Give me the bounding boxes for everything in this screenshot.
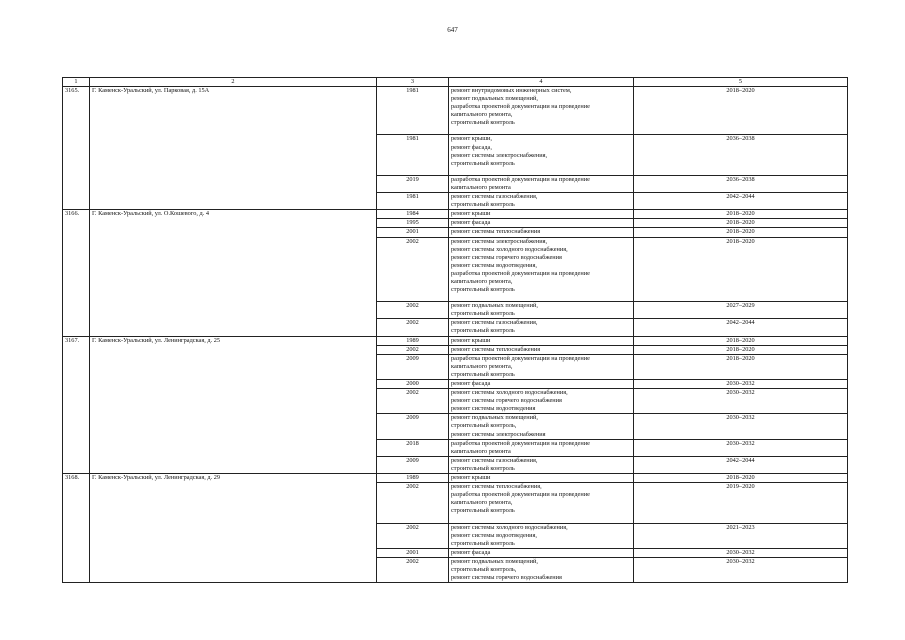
period-cell: 2019–2020 [634, 483, 848, 523]
work-item: ремонт подвальных помещений, [451, 302, 538, 310]
works-cell [449, 228, 634, 237]
period-cell: 2042–2044 [634, 456, 848, 473]
works-cell [449, 389, 634, 414]
works-cell [449, 557, 634, 582]
year-cell: 1989 [377, 474, 449, 483]
address-cell [90, 228, 377, 237]
works-cell [449, 87, 634, 135]
row-number-cell [63, 523, 90, 548]
year-cell: 2001 [377, 228, 449, 237]
works-cell [449, 439, 634, 456]
work-item: ремонт крыши [451, 474, 491, 482]
year-cell: 1981 [377, 193, 449, 210]
work-item: строительный контроль [451, 464, 515, 472]
year-cell: 2002 [377, 389, 449, 414]
year-cell: 1981 [377, 87, 449, 135]
row-number-cell: 3166. [63, 210, 90, 219]
address-cell [90, 389, 377, 414]
table-row [63, 228, 848, 237]
works-cell [449, 193, 634, 210]
table-row [63, 336, 848, 345]
table-row [63, 319, 848, 336]
period-cell: 2036–2038 [634, 135, 848, 175]
address-cell [90, 193, 377, 210]
address-cell [90, 483, 377, 523]
row-number-cell [63, 354, 90, 379]
works-cell [449, 237, 634, 302]
work-item: ремонт системы электроснабжения [451, 430, 546, 438]
period-cell: 2042–2044 [634, 193, 848, 210]
period-cell: 2018–2020 [634, 219, 848, 228]
period-cell: 2030–2032 [634, 557, 848, 582]
table-row [63, 389, 848, 414]
work-item: строительный контроль [451, 507, 515, 515]
row-number-cell [63, 237, 90, 302]
period-cell: 2027–2029 [634, 302, 848, 319]
year-cell: 2019 [377, 175, 449, 192]
address-cell [90, 345, 377, 354]
work-item: ремонт системы горячего водоснабжения [451, 574, 562, 582]
address-cell [90, 175, 377, 192]
period-cell: 2018–2020 [634, 210, 848, 219]
table-row [63, 354, 848, 379]
period-cell: 2030–2032 [634, 548, 848, 557]
row-number-cell: 3167. [63, 336, 90, 345]
row-number-cell [63, 456, 90, 473]
work-item: строительный контроль [451, 201, 515, 209]
year-cell: 2002 [377, 345, 449, 354]
work-item: ремонт внутридомовых инженерных систем, [451, 87, 572, 94]
table-row [63, 302, 848, 319]
works-cell [449, 548, 634, 557]
table-row [63, 87, 848, 135]
table-row [63, 523, 848, 548]
address-cell [90, 319, 377, 336]
address-cell [90, 523, 377, 548]
table-row [63, 557, 848, 582]
work-item: ремонт системы водоотведения, [451, 531, 537, 539]
period-cell: 2018–2020 [634, 474, 848, 483]
capital-repair-table [62, 77, 848, 583]
work-item: ремонт системы электроснабжения, [451, 151, 548, 159]
work-item: строительный контроль [451, 327, 515, 335]
row-number-cell [63, 483, 90, 523]
work-item: ремонт крыши [451, 210, 491, 218]
year-cell: 2000 [377, 380, 449, 389]
work-item: капитального ремонта, [451, 277, 513, 285]
works-cell [449, 474, 634, 483]
period-cell: 2042–2044 [634, 319, 848, 336]
work-item: ремонт системы холодного водоснабжения, [451, 389, 568, 397]
table-row [63, 345, 848, 354]
row-number-cell: 3168. [63, 474, 90, 483]
works-cell [449, 345, 634, 354]
period-cell: 2018–2020 [634, 237, 848, 302]
address-cell [90, 219, 377, 228]
table-row [63, 135, 848, 175]
row-number-cell [63, 135, 90, 175]
row-number-cell [63, 319, 90, 336]
works-cell [449, 336, 634, 345]
address-cell [90, 439, 377, 456]
table-row [63, 456, 848, 473]
address-cell [90, 302, 377, 319]
period-cell: 2018–2020 [634, 87, 848, 135]
work-item: ремонт фасада [451, 380, 491, 387]
work-item: ремонт системы теплоснабжения, [451, 483, 542, 491]
works-cell [449, 456, 634, 473]
work-item: ремонт системы горячего водоснабжения [451, 397, 562, 405]
year-cell: 2001 [377, 548, 449, 557]
period-cell: 2018–2020 [634, 345, 848, 354]
work-item: разработка проектной документации на проведение [451, 269, 590, 277]
works-cell [449, 380, 634, 389]
table-row [63, 474, 848, 483]
year-cell: 2002 [377, 319, 449, 336]
row-number-cell [63, 439, 90, 456]
work-item: разработка проектной документации на проведение [451, 491, 590, 499]
row-number-cell [63, 389, 90, 414]
address-cell: Г. Каменск-Уральский, ул. Ленинградская, д. 25 [90, 336, 377, 345]
work-item: ремонт системы теплоснабжения [451, 345, 541, 353]
work-item: ремонт системы горячего водоснабжения [451, 253, 562, 261]
works-cell [449, 175, 634, 192]
table-row [63, 483, 848, 523]
work-item: разработка проектной документации на проведение [451, 175, 590, 183]
header-col-1: 1 [63, 78, 90, 87]
row-number-cell [63, 380, 90, 389]
work-item: строительный контроль [451, 310, 515, 318]
table-row [63, 439, 848, 456]
table-row [63, 414, 848, 439]
table-row [63, 193, 848, 210]
work-item: капитального ремонта [451, 447, 511, 455]
period-cell: 2030–2032 [634, 439, 848, 456]
work-item: ремонт системы газоснабжения, [451, 193, 538, 201]
address-cell [90, 414, 377, 439]
address-cell [90, 456, 377, 473]
table-header-row [63, 78, 848, 87]
work-item: ремонт системы газоснабжения, [451, 456, 538, 464]
year-cell: 1995 [377, 219, 449, 228]
work-item: капитального ремонта, [451, 111, 513, 119]
table-row [63, 175, 848, 192]
works-cell [449, 354, 634, 379]
work-item: ремонт фасада, [451, 143, 492, 151]
row-number-cell: 3165. [63, 87, 90, 135]
row-number-cell [63, 175, 90, 192]
year-cell: 2002 [377, 483, 449, 523]
work-item: ремонт системы газоснабжения, [451, 319, 538, 327]
header-col-4: 4 [449, 78, 634, 87]
works-cell [449, 523, 634, 548]
row-number-cell [63, 228, 90, 237]
work-item: капитального ремонта, [451, 362, 513, 370]
work-item: ремонт системы водоотведения [451, 405, 536, 413]
address-cell [90, 380, 377, 389]
year-cell: 2002 [377, 302, 449, 319]
works-cell [449, 483, 634, 523]
row-number-cell [63, 548, 90, 557]
row-number-cell [63, 219, 90, 228]
works-cell [449, 414, 634, 439]
works-cell [449, 219, 634, 228]
table-row [63, 380, 848, 389]
work-item: ремонт системы холодного водоснабжения, [451, 245, 568, 253]
header-col-5: 5 [634, 78, 848, 87]
page-number: 647 [447, 26, 458, 34]
work-item: ремонт фасада [451, 548, 491, 556]
year-cell: 1981 [377, 135, 449, 175]
year-cell: 2002 [377, 523, 449, 548]
row-number-cell [63, 345, 90, 354]
work-item: ремонт системы холодного водоснабжения, [451, 523, 568, 531]
year-cell: 1989 [377, 336, 449, 345]
table-row [63, 210, 848, 219]
works-cell [449, 302, 634, 319]
period-cell: 2021–2023 [634, 523, 848, 548]
work-item: строительный контроль [451, 159, 515, 167]
period-cell: 2018–2020 [634, 354, 848, 379]
address-cell: Г. Каменск-Уральский, ул. Парковая, д. 15А [90, 87, 377, 135]
year-cell: 2009 [377, 414, 449, 439]
row-number-cell [63, 193, 90, 210]
address-cell: Г. Каменск-Уральский, ул. О.Кошевого, д. 4 [90, 210, 377, 219]
works-cell [449, 319, 634, 336]
table-row [63, 237, 848, 302]
work-item: ремонт системы электроснабжения, [451, 237, 548, 245]
period-cell: 2036–2038 [634, 175, 848, 192]
work-item: разработка проектной документации на проведение [451, 439, 590, 447]
work-item: строительный контроль [451, 539, 515, 547]
work-item: строительный контроль [451, 119, 515, 127]
row-number-cell [63, 557, 90, 582]
work-item: ремонт фасада [451, 219, 491, 227]
work-item: капитального ремонта [451, 183, 511, 191]
period-cell: 2030–2032 [634, 389, 848, 414]
table-row [63, 219, 848, 228]
year-cell: 2009 [377, 456, 449, 473]
work-item: строительный контроль, [451, 422, 517, 430]
work-item: ремонт подвальных помещений, [451, 414, 538, 422]
year-cell: 2009 [377, 354, 449, 379]
year-cell: 2002 [377, 237, 449, 302]
work-item: капитального ремонта, [451, 499, 513, 507]
work-item: ремонт системы водоотведения, [451, 261, 537, 269]
header-col-3: 3 [377, 78, 449, 87]
works-cell [449, 210, 634, 219]
period-cell: 2018–2020 [634, 228, 848, 237]
address-cell [90, 135, 377, 175]
work-item: ремонт крыши, [451, 135, 493, 143]
work-item: строительный контроль [451, 370, 515, 378]
work-item: ремонт системы теплоснабжения [451, 228, 541, 236]
work-item: строительный контроль, [451, 565, 517, 573]
year-cell: 1984 [377, 210, 449, 219]
period-cell: 2018–2020 [634, 336, 848, 345]
address-cell [90, 354, 377, 379]
address-cell [90, 237, 377, 302]
table-row [63, 548, 848, 557]
period-cell: 2030–2032 [634, 414, 848, 439]
works-cell [449, 135, 634, 175]
address-cell [90, 557, 377, 582]
period-cell: 2030–2032 [634, 380, 848, 389]
work-item: разработка проектной документации на проведение [451, 354, 590, 362]
work-item: разработка проектной документации на проведение [451, 103, 590, 111]
address-cell [90, 548, 377, 557]
header-col-2: 2 [90, 78, 377, 87]
row-number-cell [63, 414, 90, 439]
work-item: строительный контроль [451, 286, 515, 294]
year-cell: 2002 [377, 557, 449, 582]
address-cell: Г. Каменск-Уральский, ул. Ленинградская, д. 29 [90, 474, 377, 483]
year-cell: 2018 [377, 439, 449, 456]
work-item: ремонт подвальных помещений, [451, 557, 538, 565]
row-number-cell [63, 302, 90, 319]
work-item: ремонт крыши [451, 336, 491, 344]
work-item: ремонт подвальных помещений, [451, 95, 538, 103]
